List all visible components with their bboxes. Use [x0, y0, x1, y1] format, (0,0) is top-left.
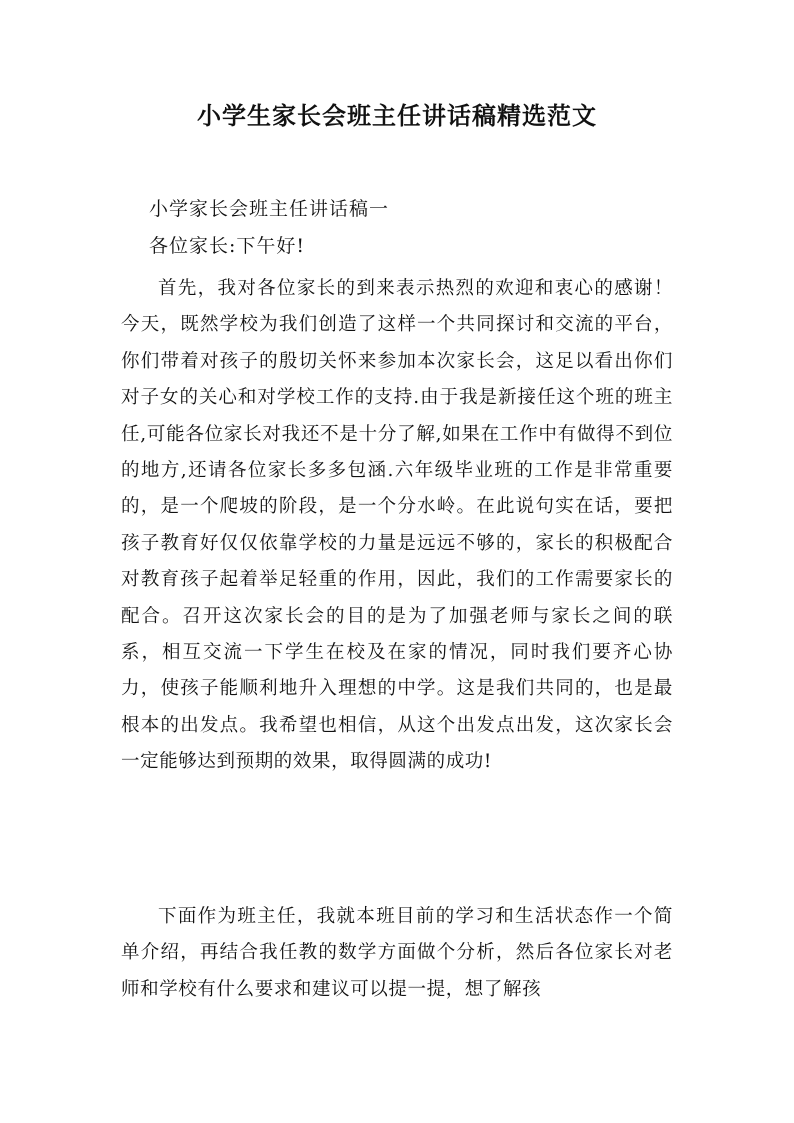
section-heading: 小学家长会班主任讲话稿一	[149, 198, 390, 220]
body-paragraph: 下面作为班主任，我就本班目前的学习和生活状态作一个简单介绍，再结合我任教的数学方面做个分析，然后各位家长对老师和学校有什么要求和建议可以提一提，想了解孩	[121, 906, 673, 1000]
document-title: 小学生家长会班主任讲话稿精选范文	[197, 102, 597, 130]
body-paragraph: 首先，我对各位家长的到来表示热烈的欢迎和衷心的感谢！今天，既然学校为我们创造了这样一个共同探讨和交流的平台，你们带着对孩子的殷切关怀来参加本次家长会，这足以看出你们对子女的关心和对学校工作的支持.由于我是新接任这个班的班主任,可能各位家长对我还不是十分了解,如果在工作中有做得不到位的地方,还请各位家长多多包涵.六年级毕业班的工作是非常重要的，是一个爬坡的阶段，是一个分水岭。在此说句实在话，要把孩子教育好仅仅依靠学校的力量是远远不够的，家长的积极配合对教育孩子起着举足轻重的作用，因此，我们的工作需要家长的配合。召开这次家长会的目的是为了加强老师与家长之间的联系，相互交流一下学生在校及在家的情况，同时我们要齐心协力，使孩子能顺利地升入理想的中学。这是我们共同的，也是最根本的出发点。我希望也相信，从这个出发点出发，这次家长会一定能够达到预期的效果，取得圆满的成功!	[121, 278, 673, 773]
greeting-line: 各位家长:下午好!	[149, 235, 306, 257]
